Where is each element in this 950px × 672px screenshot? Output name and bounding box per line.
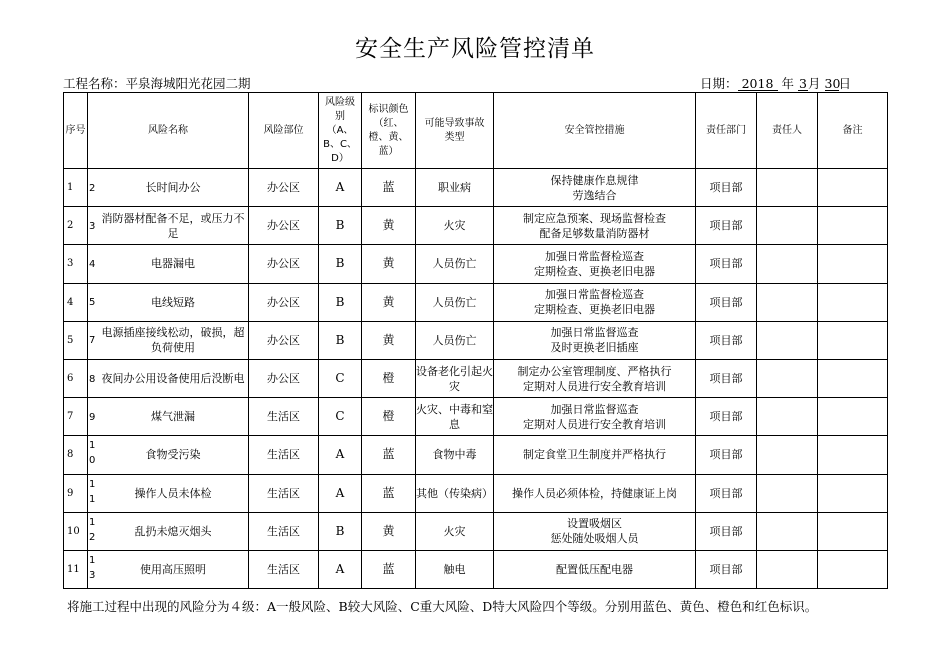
- cell-name-text: 煤气泄漏: [151, 410, 195, 424]
- cell-person: [757, 398, 818, 436]
- cell-dept: 项目部: [696, 321, 757, 359]
- cell-name: [88, 207, 249, 245]
- project-name: 工程名称：平泉海城阳光花园二期: [63, 76, 251, 91]
- date-year: 2018: [738, 77, 778, 91]
- cell-person: [757, 550, 818, 588]
- cell-color: 蓝: [362, 436, 416, 474]
- table-row: [64, 245, 888, 283]
- cell-color: 橙: [362, 359, 416, 397]
- header-row: [64, 93, 888, 169]
- cell-name-text: 食物受污染: [145, 448, 201, 462]
- cell-color: 蓝: [362, 169, 416, 207]
- cell-note: [818, 321, 888, 359]
- cell-accident: 触电: [416, 550, 494, 588]
- cell-name-text: 使用高压照明: [140, 562, 206, 576]
- cell-name-index: 1 1: [89, 478, 96, 505]
- cell-name-text: 乱扔未熄灭烟头: [134, 524, 212, 538]
- cell-dept: 项目部: [696, 398, 757, 436]
- cell-seq: 10: [64, 512, 88, 550]
- cell-accident: 人员伤亡: [416, 321, 494, 359]
- date-line: [700, 74, 851, 92]
- cell-note: [818, 436, 888, 474]
- cell-accident: 人员伤亡: [416, 245, 494, 283]
- cell-seq: 3: [64, 245, 88, 283]
- cell-color: 蓝: [362, 474, 416, 512]
- cell-seq: 9: [64, 474, 88, 512]
- cell-level: A: [319, 550, 362, 588]
- date-label: 日期：: [700, 76, 738, 91]
- cell-seq: 6: [64, 359, 88, 397]
- page-title: 安全生产风险管控清单: [355, 36, 595, 62]
- table-row: [64, 474, 888, 512]
- cell-measures: 配置低压配电器: [494, 550, 696, 588]
- header-accident: 可能导致事故类型: [416, 93, 494, 169]
- cell-dept: 项目部: [696, 207, 757, 245]
- cell-location: 生活区: [249, 512, 319, 550]
- date-day-suffix: 日: [838, 76, 852, 91]
- cell-person: [757, 359, 818, 397]
- table-row: [64, 169, 888, 207]
- cell-name-index: 3: [89, 220, 96, 232]
- cell-color: 黄: [362, 245, 416, 283]
- date-month-suffix: 月: [808, 76, 821, 91]
- cell-accident: 食物中毒: [416, 436, 494, 474]
- cell-dept: 项目部: [696, 474, 757, 512]
- risk-table: [63, 92, 888, 589]
- cell-seq: 5: [64, 321, 88, 359]
- cell-seq: 1: [64, 169, 88, 207]
- cell-name-text: 电线短路: [151, 295, 195, 309]
- cell-note: [818, 207, 888, 245]
- cell-color: 橙: [362, 398, 416, 436]
- cell-name-text: 操作人员未体检: [134, 486, 212, 500]
- cell-name-text: 电器漏电: [151, 257, 195, 271]
- cell-level: B: [319, 207, 362, 245]
- cell-location: 生活区: [249, 398, 319, 436]
- date-year-suffix: 年: [781, 76, 795, 91]
- cell-note: [818, 283, 888, 321]
- cell-color: 黄: [362, 283, 416, 321]
- cell-level: A: [319, 474, 362, 512]
- cell-name: [88, 283, 249, 321]
- cell-level: B: [319, 283, 362, 321]
- cell-accident: 人员伤亡: [416, 283, 494, 321]
- cell-name: [88, 321, 249, 359]
- cell-person: [757, 169, 818, 207]
- cell-name: [88, 474, 249, 512]
- cell-seq: 4: [64, 283, 88, 321]
- cell-name-index: 1 3: [89, 554, 96, 581]
- header-name: 风险名称: [88, 93, 249, 169]
- cell-name-index: 1 2: [89, 516, 96, 543]
- table-row: [64, 550, 888, 588]
- cell-note: [818, 169, 888, 207]
- cell-measures: 制定食堂卫生制度并严格执行: [494, 436, 696, 474]
- cell-location: 办公区: [249, 245, 319, 283]
- cell-measures: 加强日常监督检巡查 定期检查、更换老旧电器: [494, 245, 696, 283]
- cell-level: B: [319, 245, 362, 283]
- table-row: [64, 398, 888, 436]
- cell-measures: 制定应急预案、现场监督检查 配备足够数量消防器材: [494, 207, 696, 245]
- table-row: [64, 359, 888, 397]
- cell-level: B: [319, 512, 362, 550]
- cell-name-index: 7: [89, 335, 96, 347]
- cell-name-index: 5: [89, 297, 96, 309]
- cell-name: [88, 169, 249, 207]
- cell-accident: 职业病: [416, 169, 494, 207]
- cell-dept: 项目部: [696, 550, 757, 588]
- cell-name: [88, 398, 249, 436]
- cell-measures: 设置吸烟区 惩处随处吸烟人员: [494, 512, 696, 550]
- table-row: [64, 207, 888, 245]
- header-dept: 责任部门: [696, 93, 757, 169]
- cell-seq: 2: [64, 207, 88, 245]
- header-measures: 安全管控措施: [494, 93, 696, 169]
- header-note: 备注: [818, 93, 888, 169]
- cell-location: 办公区: [249, 359, 319, 397]
- cell-name-index: 1 0: [89, 440, 96, 467]
- cell-level: A: [319, 169, 362, 207]
- header-color: 标识颜色（红、橙、黄、蓝）: [362, 93, 416, 169]
- cell-level: C: [319, 359, 362, 397]
- cell-note: [818, 398, 888, 436]
- cell-measures: 加强日常监督检巡查 定期检查、更换老旧电器: [494, 283, 696, 321]
- cell-person: [757, 512, 818, 550]
- cell-location: 生活区: [249, 550, 319, 588]
- cell-name: [88, 550, 249, 588]
- cell-dept: 项目部: [696, 169, 757, 207]
- cell-note: [818, 512, 888, 550]
- cell-person: [757, 245, 818, 283]
- cell-location: 生活区: [249, 436, 319, 474]
- cell-name: [88, 512, 249, 550]
- cell-person: [757, 283, 818, 321]
- table-row: [64, 512, 888, 550]
- header-location: 风险部位: [249, 93, 319, 169]
- cell-measures: 加强日常监督巡查 及时更换老旧插座: [494, 321, 696, 359]
- cell-accident: 火灾、中毒和窒息: [416, 398, 494, 436]
- cell-person: [757, 474, 818, 512]
- cell-name-text: 消防器材配备不足，或压力不足: [101, 211, 245, 240]
- cell-dept: 项目部: [696, 283, 757, 321]
- cell-color: 蓝: [362, 550, 416, 588]
- date-day: 30: [824, 76, 841, 91]
- cell-location: 办公区: [249, 321, 319, 359]
- cell-measures: 操作人员必须体检，持健康证上岗: [494, 474, 696, 512]
- cell-level: A: [319, 436, 362, 474]
- table-row: [64, 321, 888, 359]
- cell-seq: 8: [64, 436, 88, 474]
- cell-note: [818, 359, 888, 397]
- cell-location: 生活区: [249, 474, 319, 512]
- cell-color: 黄: [362, 512, 416, 550]
- cell-name-index: 9: [89, 411, 96, 423]
- cell-accident: 其他（传染病）: [416, 474, 494, 512]
- cell-seq: 11: [64, 550, 88, 588]
- cell-note: [818, 245, 888, 283]
- cell-name-index: 2: [89, 182, 96, 194]
- cell-name: [88, 245, 249, 283]
- cell-dept: 项目部: [696, 436, 757, 474]
- cell-name-index: 4: [89, 258, 96, 270]
- table-row: [64, 436, 888, 474]
- cell-measures: 保持健康作息规律 劳逸结合: [494, 169, 696, 207]
- cell-accident: 火灾: [416, 512, 494, 550]
- cell-level: C: [319, 398, 362, 436]
- cell-name-index: 8: [89, 373, 96, 385]
- cell-name: [88, 436, 249, 474]
- cell-note: [818, 550, 888, 588]
- cell-dept: 项目部: [696, 245, 757, 283]
- cell-name-text: 夜间办公用设备使用后没断电: [101, 372, 245, 386]
- cell-name: [88, 359, 249, 397]
- cell-color: 黄: [362, 321, 416, 359]
- table-row: [64, 283, 888, 321]
- header-seq: 序号: [64, 93, 88, 169]
- cell-dept: 项目部: [696, 512, 757, 550]
- cell-person: [757, 436, 818, 474]
- cell-note: [818, 474, 888, 512]
- cell-accident: 火灾: [416, 207, 494, 245]
- cell-person: [757, 207, 818, 245]
- cell-location: 办公区: [249, 207, 319, 245]
- footer-note: 将施工过程中出现的风险分为４级：A一般风险、B较大风险、C重大风险、D特大风险四个等级。分别用蓝色、黄色、橙色和红色标识。: [67, 599, 818, 614]
- cell-name-text: 电源插座接线松动，破损，超负荷使用: [101, 326, 245, 355]
- cell-level: B: [319, 321, 362, 359]
- date-month: 3: [799, 76, 807, 91]
- header-level: 风险级别（A、B、C、D）: [319, 93, 362, 169]
- cell-name-text: 长时间办公: [145, 181, 201, 195]
- cell-location: 办公区: [249, 283, 319, 321]
- cell-location: 办公区: [249, 169, 319, 207]
- cell-dept: 项目部: [696, 359, 757, 397]
- cell-color: 黄: [362, 207, 416, 245]
- header-person: 责任人: [757, 93, 818, 169]
- cell-person: [757, 321, 818, 359]
- cell-measures: 制定办公室管理制度、严格执行 定期对人员进行安全教育培训: [494, 359, 696, 397]
- cell-accident: 设备老化引起火灾: [416, 359, 494, 397]
- cell-seq: 7: [64, 398, 88, 436]
- cell-measures: 加强日常监督巡查 定期对人员进行安全教育培训: [494, 398, 696, 436]
